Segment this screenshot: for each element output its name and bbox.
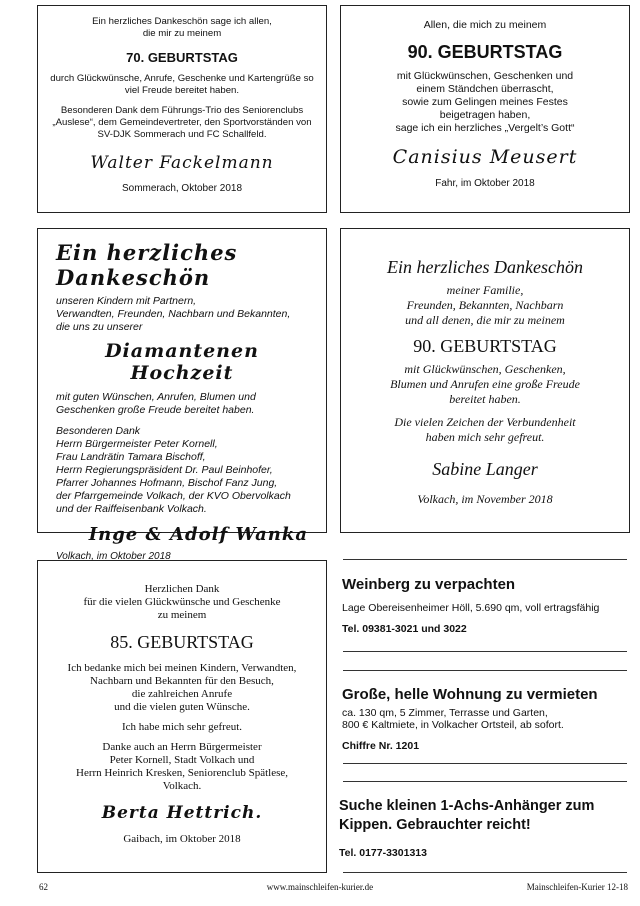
thank-you-ad-diamond-wedding (37, 228, 327, 562)
website: www.mainschleifen-kurier.de (266, 882, 374, 892)
body-line: sowie zum Gelingen meines Festes (402, 96, 568, 108)
place-date: Gaibach, im Oktober 2018 (123, 833, 241, 845)
body-line: Ich bedanke mich bei meinen Kindern, Verwandten, (67, 662, 297, 674)
ad-vineyard (342, 576, 632, 635)
body-line: bereitet haben. (449, 392, 521, 406)
heading: 90. GEBURTSTAG (413, 336, 557, 356)
intro-line: die mir zu meinem (142, 28, 222, 39)
page-number: 62 (39, 882, 48, 892)
body-line: Blumen und Anrufen eine große Freude (390, 377, 580, 391)
thank-you-ad-90th-birthday-langer (340, 228, 630, 533)
ad-text: Lage Obereisenheimer Höll, 5.690 qm, voll ertragsfähig (342, 602, 600, 614)
special-thanks-line: Volkach. (162, 780, 202, 792)
place-date: Sommerach, Oktober 2018 (121, 183, 243, 194)
place-date: Volkach, im Oktober 2018 (56, 551, 171, 562)
ad-phone: Tel. 0177-3301313 (339, 847, 427, 859)
signature: Berta Hettrich. (101, 803, 263, 823)
intro-line: Herzlichen Dank (144, 583, 220, 595)
intro-line: Verwandten, Freunden, Nachbarn und Bekannten, (56, 308, 291, 320)
place-date: Volkach, im November 2018 (417, 492, 553, 506)
title: Ein herzliches Dankeschön (387, 257, 583, 277)
body-line: viel Freude bereitet haben. (124, 85, 240, 96)
ad-chiffre: Chiffre Nr. 1201 (342, 740, 420, 752)
ad-title: Suche kleinen 1-Achs-Anhänger zum (339, 798, 595, 814)
issue: Mainschleifen-Kurier 12-18 (526, 882, 628, 892)
intro-line: Allen, die mich zu meinem (423, 19, 547, 31)
body-line: beigetragen haben, (439, 109, 531, 121)
heading: 90. GEBURTSTAG (407, 42, 563, 62)
intro-line: meiner Familie, (446, 283, 524, 297)
intro-line: und all denen, die mir zu meinem (405, 313, 565, 327)
thank-you-ad-90th-birthday-meusert (340, 5, 630, 213)
body-line: Nachbarn und Bekannten für den Besuch, (90, 675, 274, 687)
intro-line: zu meinem (157, 609, 207, 621)
special-thanks-line: Herrn Regierungspräsident Dr. Paul Beinhofer, (56, 464, 273, 476)
special-thanks-line: Herrn Heinrich Kresken, Seniorenclub Spätlese, (76, 767, 288, 779)
signature: Inge & Adolf Wanka (88, 524, 308, 545)
body-line: durch Glückwünsche, Anrufe, Geschenke und Kartengrüße so (50, 73, 314, 84)
ad-title: Weinberg zu verpachten (342, 576, 516, 593)
special-line: haben mich sehr gefreut. (425, 430, 545, 444)
heading: Diamantenen Hochzeit (105, 340, 259, 384)
ad-trailer (339, 797, 631, 859)
signature: Sabine Langer (432, 459, 538, 479)
title: Ein herzliches Dankeschön (56, 240, 238, 290)
body-line: sage ich ein herzliches „Vergelt’s Gott“ (395, 122, 575, 134)
thank-you-ad-70th-birthday (37, 5, 327, 213)
special-line: Die vielen Zeichen der Verbundenheit (394, 415, 576, 429)
ad-title: Große, helle Wohnung zu vermieten (342, 686, 598, 703)
special-thanks-line: Peter Kornell, Stadt Volkach und (109, 754, 255, 766)
ad-text: 800 € Kaltmiete, in Volkacher Ortsteil, ab sofort. (342, 719, 564, 731)
intro-line: für die vielen Glückwünsche und Geschenke (83, 596, 281, 608)
heading: 85. GEBURTSTAG (110, 632, 254, 652)
special-thanks-line: und der Raiffeisenbank Volkach. (56, 503, 207, 515)
divider (343, 651, 627, 652)
divider (343, 559, 627, 560)
special-thanks-line: SV-DJK Sommerach und FC Schallfeld. (97, 129, 267, 140)
special-thanks-line: der Pfarrgemeinde Volkach, der KVO Obervolkach (56, 490, 291, 502)
intro-line: Freunden, Bekannten, Nachbarn (406, 298, 564, 312)
thank-you-ad-85th-birthday (37, 560, 327, 873)
heading: 70. GEBURTSTAG (126, 50, 238, 65)
divider (343, 781, 627, 782)
body-line: einem Ständchen überrascht, (416, 83, 554, 95)
special-thanks-line: Herrn Bürgermeister Peter Kornell, (56, 438, 218, 450)
ad-title: Kippen. Gebrauchter reicht! (339, 817, 531, 833)
divider (343, 670, 627, 671)
ad-text: ca. 130 qm, 5 Zimmer, Terrasse und Garten, (342, 707, 548, 719)
intro-line: die uns zu unserer (56, 321, 143, 333)
body-line: die zahlreichen Anrufe (131, 688, 233, 700)
intro-line: unseren Kindern mit Partnern, (56, 295, 197, 307)
intro-line: Ein herzliches Dankeschön sage ich allen, (92, 16, 272, 27)
place-date: Fahr, im Oktober 2018 (435, 178, 535, 189)
special-thanks-line: Pfarrer Johannes Hofmann, Bischof Fanz Jung, (56, 477, 278, 489)
ad-apartment (342, 686, 632, 752)
signature: Canisius Meusert (392, 146, 578, 168)
special-thanks-line: Besonderen Dank (56, 425, 141, 437)
body-line: Geschenken große Freude bereitet haben. (56, 404, 255, 416)
body-line: mit guten Wünschen, Anrufen, Blumen und (56, 391, 256, 403)
body-line: mit Glückwünschen, Geschenken, (404, 362, 566, 376)
special-thanks-line: Besonderen Dank dem Führungs-Trio des Seniorenclubs (60, 105, 304, 116)
pleased-line: Ich habe mich sehr gefreut. (121, 721, 243, 733)
ad-phone: Tel. 09381-3021 und 3022 (342, 623, 467, 635)
divider (343, 763, 627, 764)
body-line: und die vielen guten Wünsche. (114, 701, 250, 713)
special-thanks-line: Danke auch an Herrn Bürgermeister (102, 741, 262, 753)
special-thanks-line: Frau Landrätin Tamara Bischoff, (56, 451, 206, 463)
special-thanks-line: „Auslese“, dem Gemeindevertreter, den Sportvorständen von (52, 117, 312, 128)
body-line: mit Glückwünschen, Geschenken und (396, 70, 574, 82)
signature: Walter Fackelmann (90, 153, 274, 173)
divider (343, 872, 627, 873)
